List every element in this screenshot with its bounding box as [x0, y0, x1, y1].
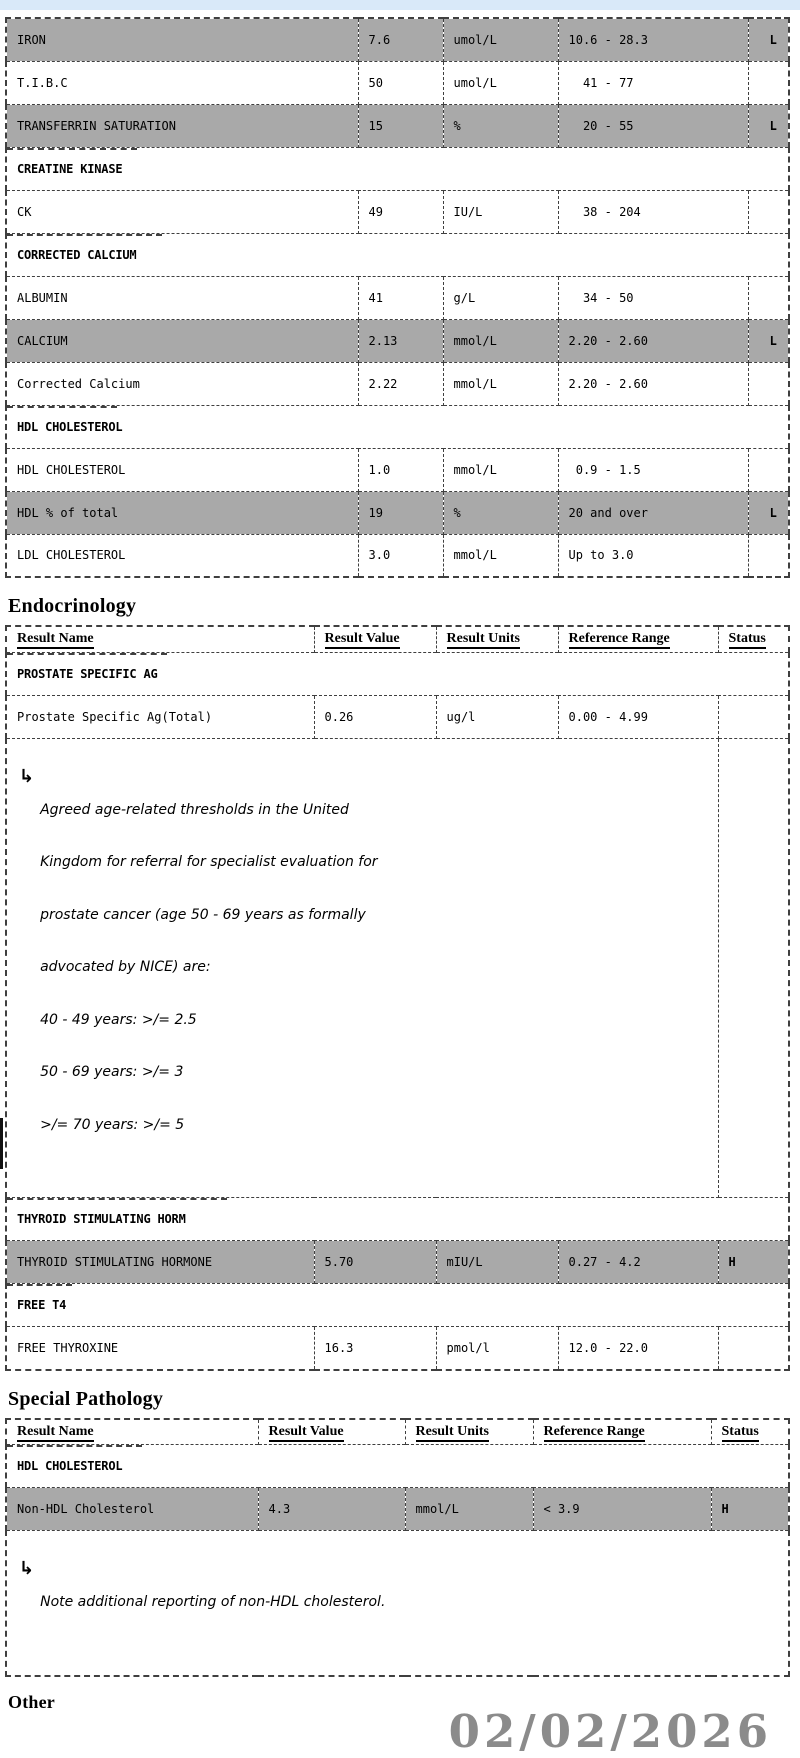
result-name: ALBUMIN — [6, 276, 358, 319]
result-name: CALCIUM — [6, 319, 358, 362]
section-divider — [7, 406, 117, 408]
section-header: PROSTATE SPECIFIC AG — [6, 652, 789, 695]
table-row — [6, 104, 789, 147]
result-comment — [6, 1531, 789, 1676]
table-row — [6, 1241, 789, 1284]
result-value: 2.22 — [358, 362, 443, 405]
section-header: FREE T4 — [6, 1284, 789, 1327]
table-row — [6, 362, 789, 405]
reference-range: 41 - 77 — [558, 61, 748, 104]
status-flag: L — [748, 104, 789, 147]
result-value: 50 — [358, 61, 443, 104]
section-divider — [7, 234, 162, 236]
result-value: 41 — [358, 276, 443, 319]
result-units: % — [443, 491, 558, 534]
status-flag — [748, 534, 789, 577]
result-name: T.I.B.C — [6, 61, 358, 104]
col-reference-range: Reference Range — [533, 1419, 711, 1445]
result-units: umol/L — [443, 18, 558, 61]
section-header: CORRECTED CALCIUM — [6, 233, 789, 276]
col-result-units: Result Units — [436, 626, 558, 652]
section-divider — [7, 653, 167, 655]
col-result-value: Result Value — [314, 626, 436, 652]
section-divider — [7, 1445, 142, 1447]
section-header: HDL CHOLESTEROL — [6, 1445, 789, 1488]
special-pathology-table — [5, 1418, 790, 1677]
section-header-row — [6, 233, 789, 276]
result-name: THYROID STIMULATING HORMONE — [6, 1241, 314, 1284]
result-name: TRANSFERRIN SATURATION — [6, 104, 358, 147]
biochemistry-results-table — [5, 17, 790, 578]
table-row — [6, 319, 789, 362]
result-name: FREE THYROXINE — [6, 1327, 314, 1370]
result-units: mmol/L — [443, 448, 558, 491]
col-status: Status — [718, 626, 789, 652]
table-row — [6, 1327, 789, 1370]
special-pathology-title: Special Pathology — [8, 1387, 164, 1410]
col-result-units: Result Units — [405, 1419, 533, 1445]
result-units: % — [443, 104, 558, 147]
reference-range: 0.9 - 1.5 — [558, 448, 748, 491]
status-flag: H — [711, 1488, 789, 1531]
reference-range: 2.20 - 2.60 — [558, 362, 748, 405]
section-header-row — [6, 1445, 789, 1488]
section-header: THYROID STIMULATING HORM — [6, 1198, 789, 1241]
result-units: ug/l — [436, 695, 558, 738]
status-flag — [748, 362, 789, 405]
result-value: 15 — [358, 104, 443, 147]
col-result-name: Result Name — [6, 1419, 258, 1445]
result-value: 49 — [358, 190, 443, 233]
section-header: HDL CHOLESTEROL — [6, 405, 789, 448]
result-value: 5.70 — [314, 1241, 436, 1284]
section-divider — [7, 1198, 227, 1200]
status-flag — [748, 61, 789, 104]
section-header-row — [6, 1284, 789, 1327]
result-units: g/L — [443, 276, 558, 319]
result-units: mmol/L — [443, 362, 558, 405]
result-name: Non-HDL Cholesterol — [6, 1488, 258, 1531]
result-name: CK — [6, 190, 358, 233]
section-divider — [7, 1284, 72, 1286]
col-status: Status — [711, 1419, 789, 1445]
note-row — [6, 1531, 789, 1676]
comment-text: Agreed age-related thresholds in the United Kingdom for referral for specialist evaluation for prostate cancer (age 50 - 69 years as formally advocated by NICE) are: 40 - 49 years: >/= 2.5 50 - 69 years: >/= 3 >/= 70 years: >/= 5 — [40, 801, 378, 1133]
page-top-band — [0, 0, 800, 10]
result-units: mmol/L — [443, 319, 558, 362]
result-value: 1.0 — [358, 448, 443, 491]
col-reference-range: Reference Range — [558, 626, 718, 652]
status-flag: L — [748, 319, 789, 362]
reference-range: 0.00 - 4.99 — [558, 695, 718, 738]
table-row — [6, 1488, 789, 1531]
result-name: Corrected Calcium — [6, 362, 358, 405]
reference-range: 12.0 - 22.0 — [558, 1327, 718, 1370]
reference-range: 20 and over — [558, 491, 748, 534]
section-header-row — [6, 652, 789, 695]
reference-range: 10.6 - 28.3 — [558, 18, 748, 61]
column-header-row — [6, 626, 789, 652]
result-units: mmol/L — [443, 534, 558, 577]
table-row — [6, 190, 789, 233]
result-value: 7.6 — [358, 18, 443, 61]
reference-range: 0.27 - 4.2 — [558, 1241, 718, 1284]
status-flag: L — [748, 491, 789, 534]
table-row — [6, 276, 789, 319]
reference-range: 2.20 - 2.60 — [558, 319, 748, 362]
reference-range: 34 - 50 — [558, 276, 748, 319]
return-arrow-icon: ↳ — [19, 765, 35, 787]
table-row — [6, 695, 789, 738]
section-divider — [7, 148, 137, 150]
result-value: 0.26 — [314, 695, 436, 738]
table-row — [6, 534, 789, 577]
next-table-left-border — [0, 1118, 3, 1169]
result-value: 19 — [358, 491, 443, 534]
status-flag — [748, 276, 789, 319]
status-flag — [718, 1327, 789, 1370]
table-row — [6, 491, 789, 534]
return-arrow-icon: ↳ — [19, 1558, 35, 1579]
section-header-row — [6, 147, 789, 190]
result-units: IU/L — [443, 190, 558, 233]
result-units: pmol/l — [436, 1327, 558, 1370]
status-flag: L — [748, 18, 789, 61]
result-value: 4.3 — [258, 1488, 405, 1531]
result-name: Prostate Specific Ag(Total) — [6, 695, 314, 738]
result-comment — [6, 738, 718, 1198]
result-value: 3.0 — [358, 534, 443, 577]
section-header: CREATINE KINASE — [6, 147, 789, 190]
result-units: umol/L — [443, 61, 558, 104]
status-flag — [718, 695, 789, 738]
table-row — [6, 448, 789, 491]
endocrinology-title: Endocrinology — [8, 595, 137, 617]
other-title: Other — [8, 1691, 55, 1712]
col-result-value: Result Value — [258, 1419, 405, 1445]
result-units: mmol/L — [405, 1488, 533, 1531]
section-header-row — [6, 1198, 789, 1241]
result-name: LDL CHOLESTEROL — [6, 534, 358, 577]
status-flag — [748, 190, 789, 233]
reference-range: 20 - 55 — [558, 104, 748, 147]
result-name: HDL % of total — [6, 491, 358, 534]
result-name: HDL CHOLESTEROL — [6, 448, 358, 491]
endocrinology-table — [5, 625, 790, 1371]
status-flag: H — [718, 1241, 789, 1284]
reference-range: 38 - 204 — [558, 190, 748, 233]
result-name: IRON — [6, 18, 358, 61]
empty-status-cell — [718, 738, 789, 1198]
note-row — [6, 738, 789, 1198]
table-row — [6, 18, 789, 61]
reference-range: < 3.9 — [533, 1488, 711, 1531]
result-value: 16.3 — [314, 1327, 436, 1370]
col-result-name: Result Name — [6, 626, 314, 652]
reference-range: Up to 3.0 — [558, 534, 748, 577]
comment-text: Note additional reporting of non-HDL cholesterol. — [40, 1594, 386, 1610]
result-units: mIU/L — [436, 1241, 558, 1284]
table-row — [6, 61, 789, 104]
report-date: 02/02/2026 — [448, 1704, 772, 1758]
result-value: 2.13 — [358, 319, 443, 362]
column-header-row — [6, 1419, 789, 1445]
status-flag — [748, 448, 789, 491]
section-header-row — [6, 405, 789, 448]
